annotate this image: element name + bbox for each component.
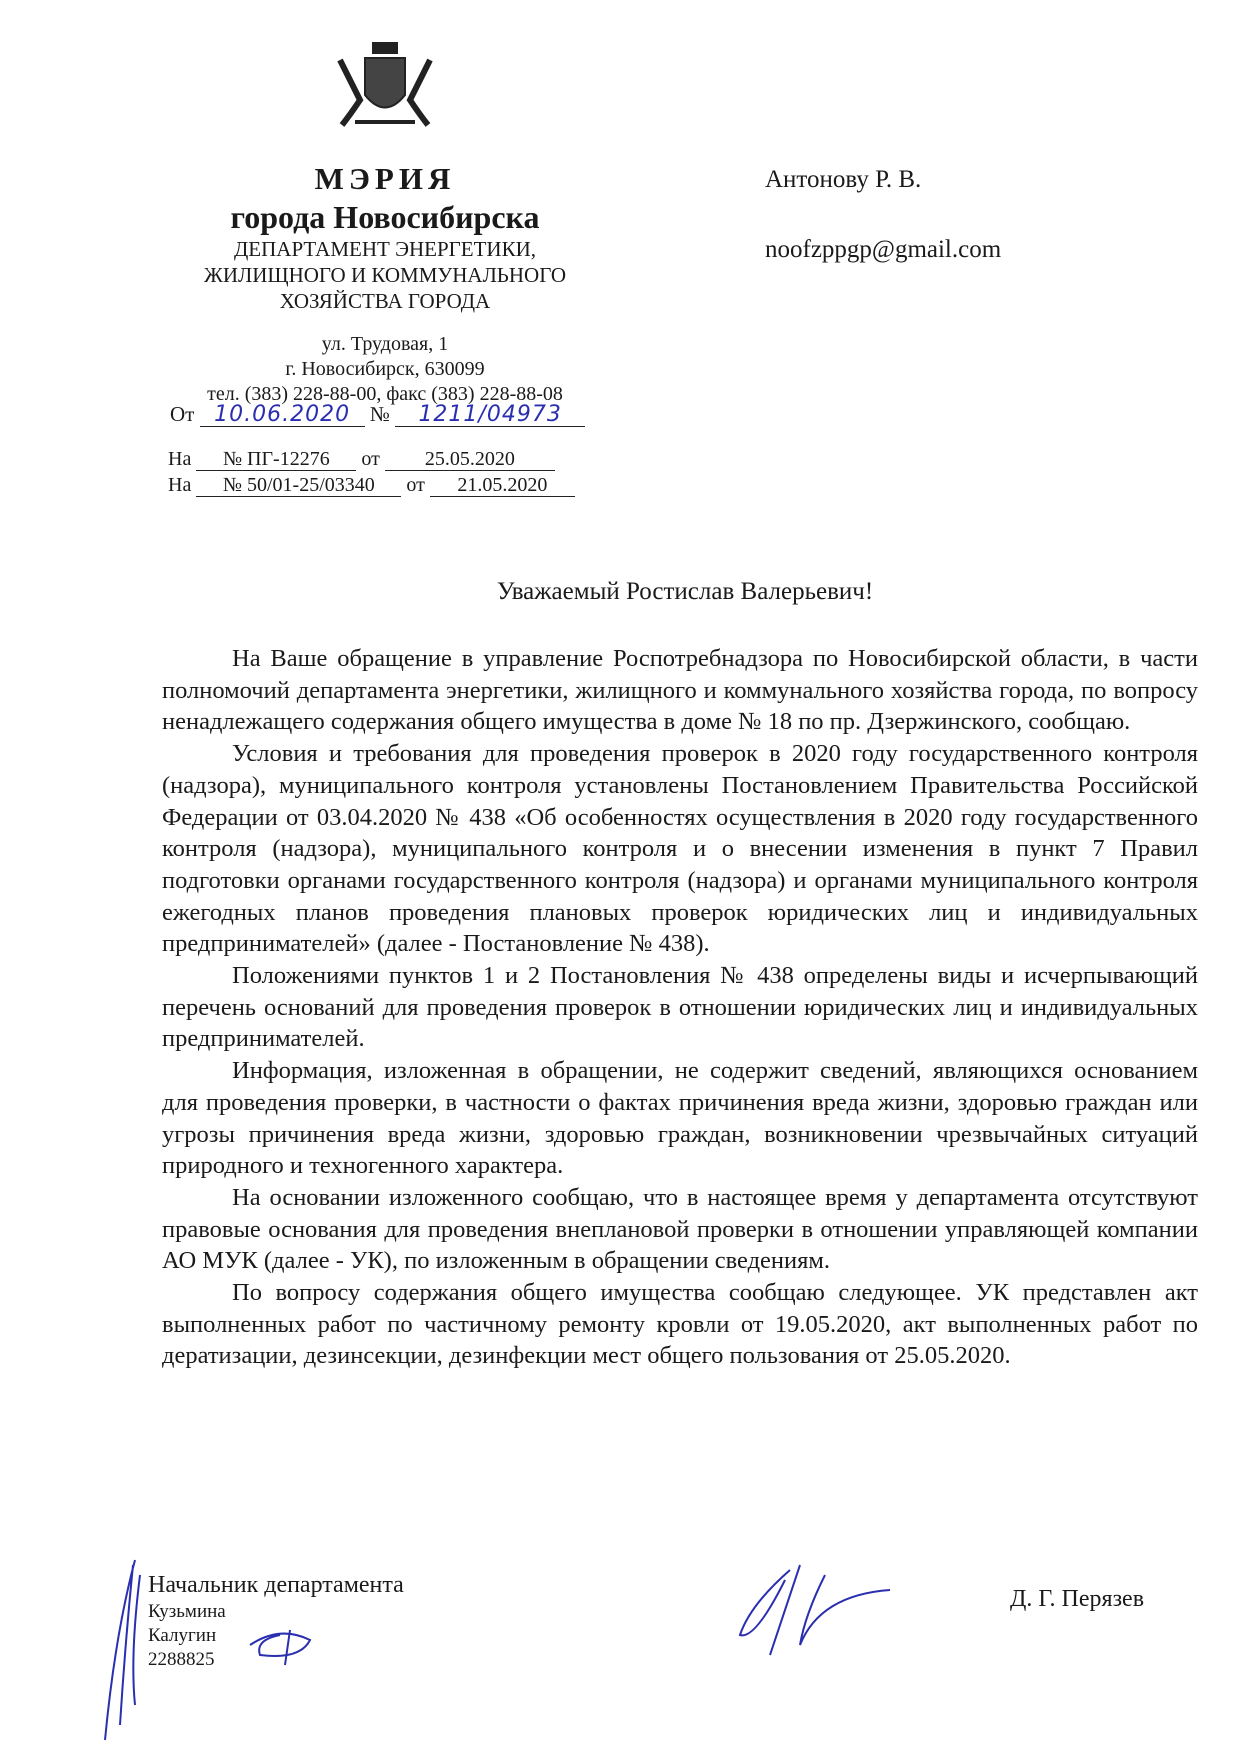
paragraph: На Ваше обращение в управление Роспотребнадзора по Новосибирской области, в части полномочий департамента энергетики, жилищного и коммунального хозяйства города, по вопросу ненадлежащего содержания общего имущества в доме № 18 по пр. Дзержинского, сообщаю. (162, 645, 1198, 736)
signer-name: Д. Г. Перязев (1010, 1586, 1145, 1612)
ref-label: На (168, 474, 192, 496)
department-line: ДЕПАРТАМЕНТ ЭНЕРГЕТИКИ, (233, 237, 537, 261)
margin-signature (95, 1555, 155, 1750)
executor-name: Кузьмина (148, 1601, 226, 1622)
paragraph: На основании изложенного сообщаю, что в настоящее время у департамента отсутствуют правовые основания для проведения внеплановой проверки в отношении управляющей компании АО МУК (далее - УК), по изложенным в обращении сведениям. (162, 1183, 1198, 1275)
paragraph: Положениями пунктов 1 и 2 Постановления № 438 определены виды и исчерпывающий перечень оснований для проведения проверок в отношении юридических лиц и индивидуальных предпринимателей. (162, 962, 1198, 1053)
department-line: ХОЗЯЙСТВА ГОРОДА (279, 289, 491, 313)
paragraph: Информация, изложенная в обращении, не содержит сведений, являющихся основанием для проведения проверки, в частности о фактах причинения вреда жизни, здоровью граждан или угрозы причинения вреда жизни, здоровью граждан, возникновении чрезвычайных ситуаций природного и техногенного характера. (162, 1057, 1198, 1180)
outgoing-reference (170, 402, 585, 427)
director-signature (730, 1555, 900, 1670)
ref-date: 25.05.2020 (385, 448, 555, 471)
paragraph: По вопросу содержания общего имущества сообщаю следующее. УК представлен акт выполненных работ по частичному ремонту кровли от 19.05.2020, акт выполненных работ по дератизации, дезинсекции, дезинфекции мест общего пользования от 25.05.2020. (162, 1279, 1198, 1370)
paragraph: Условия и требования для проведения проверок в 2020 году государственного контроля (надзора), муниципального контроля установлены Постановлением Правительства Российской Федерации от 03.04.2020 № 438 «Об особенностях осуществления в 2020 году государственного контроля (надзора), муниципального контроля и о внесении изменения в пункт 7 Правил подготовки органами государственного контроля (надзора) и органами муниципального контроля ежегодных планов проведения плановых проверок юридических лиц и индивидуальных предпринимателей» (далее - Постановление № 438). (162, 740, 1198, 958)
coat-of-arms-logo (330, 40, 440, 130)
department-line: ЖИЛИЩНОГО И КОММУНАЛЬНОГО (204, 263, 566, 287)
executor-name: Калугин (148, 1625, 217, 1646)
ref-number: № ПГ-12276 (196, 448, 356, 471)
number-label: № (369, 402, 390, 426)
outgoing-number: 1211/04973 (395, 404, 585, 427)
address-line: тел. (383) 228-88-00, факс (383) 228-88-08 (207, 383, 563, 405)
letterhead (150, 160, 620, 407)
address-line: ул. Трудовая, 1 (321, 333, 449, 355)
letter-body (162, 643, 1198, 1372)
incoming-references (168, 446, 575, 498)
org-city: города Новосибирска (230, 199, 540, 235)
ref-of-label: от (361, 448, 380, 470)
ref-label: На (168, 448, 192, 470)
ref-date: 21.05.2020 (430, 474, 575, 497)
recipient-email: noofzppgp@gmail.com (765, 236, 1002, 263)
reference-row (168, 472, 575, 498)
org-name: МЭРИЯ (314, 161, 456, 196)
outgoing-date: 10.06.2020 (200, 404, 365, 427)
signer-position: Начальник департамента (148, 1572, 404, 1598)
ref-number: № 50/01-25/03340 (196, 474, 401, 497)
initials-signature (240, 1620, 320, 1675)
address-line: г. Новосибирск, 630099 (285, 358, 485, 380)
from-label: От (170, 402, 195, 426)
executor-phone: 2288825 (148, 1649, 215, 1670)
recipient-name: Антонову Р. В. (765, 166, 922, 193)
greeting: Уважаемый Ростислав Валерьевич! (496, 578, 874, 605)
reference-row (168, 446, 575, 472)
ref-of-label: от (406, 474, 425, 496)
